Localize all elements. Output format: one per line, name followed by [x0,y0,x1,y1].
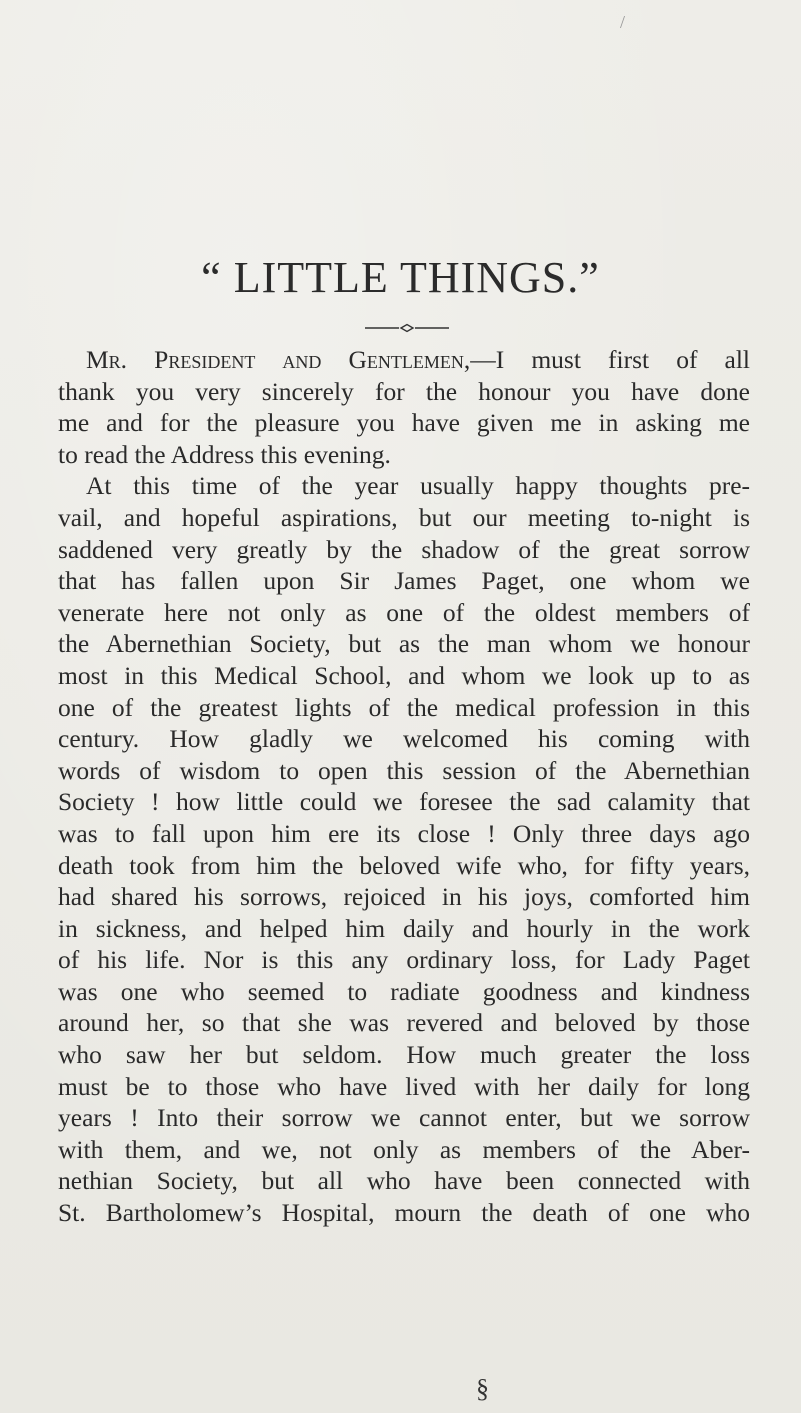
text-line: St. Bartholomew’s Hospital, mourn the death of one who [58,1198,750,1228]
text-line: was one who seemed to radiate goodness and kindness [58,976,750,1006]
text-line: most in this Medical School, and whom we look up to as [58,660,750,690]
signature-mark: § [476,1374,489,1403]
text-line: vail, and hopeful aspirations, but our meeting to-night is [58,502,750,532]
text-line: century. How gladly we welcomed his coming with [58,724,750,754]
text-line: At this time of the year usually happy thoughts pre- [86,471,750,501]
text-line: to read the Address this evening. [58,439,391,469]
ornamental-rule [365,323,449,333]
text-line: Society ! how little could we foresee the sad calamity that [58,787,750,817]
text-line: years ! Into their sorrow we cannot enter, but we sorrow [58,1103,750,1133]
text-line: of his life. Nor is this any ordinary loss, for Lady Paget [58,945,750,975]
address-text [58,344,750,1229]
text-line: death took from him the beloved wife who, for fifty years, [58,850,750,880]
page-title: “ LITTLE THINGS.” [201,253,600,302]
text-line: that has fallen upon Sir James Paget, one whom we [58,566,750,596]
text-line: must be to those who have lived with her daily for long [58,1071,750,1101]
text-line: had shared his sorrows, rejoiced in his joys, comforted him [58,882,750,912]
salutation: Mr. President and Gentlemen, [86,345,471,374]
text-line: thank you very sincerely for the honour you have done [58,376,750,406]
text-line: was to fall upon him ere its close ! Only three days ago [58,818,750,848]
text-line [58,344,750,376]
text-line: saddened very greatly by the shadow of the great sorrow [58,534,750,564]
text-line: the Abernethian Society, but as the man whom we honour [58,629,750,659]
corner-mark: / [620,12,626,32]
text-line: who saw her but seldom. How much greater the loss [58,1040,750,1070]
text-line: with them, and we, not only as members of the Aber- [58,1134,750,1164]
text-line: venerate here not only as one of the oldest members of [58,597,750,627]
text-line: me and for the pleasure you have given me in asking me [58,408,750,438]
text-line: in sickness, and helped him daily and hourly in the work [58,913,750,943]
line-continuation: —I must first of all [470,345,750,374]
text-line: around her, so that she was revered and beloved by those [58,1008,750,1038]
text-line: words of wisdom to open this session of the Abernethian [58,755,750,785]
text-line: nethian Society, but all who have been connected with [58,1166,750,1196]
text-line: one of the greatest lights of the medical profession in this [58,692,750,722]
